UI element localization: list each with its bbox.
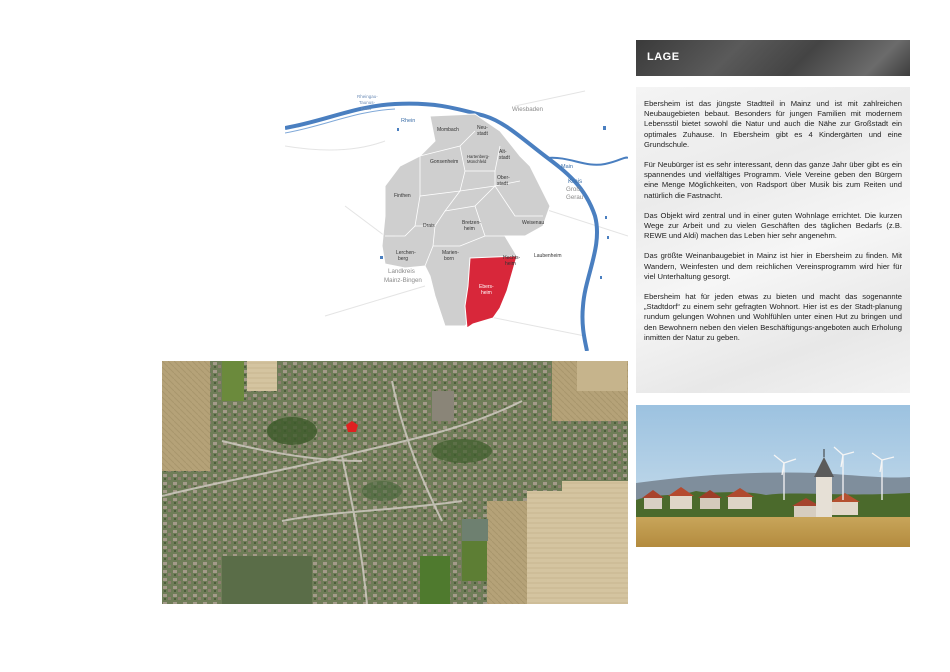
section-title: LAGE	[647, 51, 680, 63]
label-kreis-2: Groß-	[566, 186, 583, 193]
label-altstadt-1: Alt-	[499, 149, 507, 155]
description-panel	[636, 87, 910, 393]
label-hechtsheim-2: heim	[505, 261, 516, 267]
label-marienborn-2: born	[444, 256, 455, 262]
label-landkreis-1: Landkreis	[388, 268, 415, 275]
label-rheingau-2: Taunus-	[359, 100, 376, 105]
label-neustadt-2: stadt	[477, 131, 488, 137]
label-rhein: Rhein	[401, 118, 416, 124]
label-wiesbaden: Wiesbaden	[512, 106, 543, 113]
section-header	[636, 40, 910, 76]
label-finthen: Finthen	[394, 193, 411, 199]
district-map-svg	[285, 86, 628, 351]
label-gonsenheim: Gonsenheim	[430, 159, 459, 165]
village-photo	[636, 405, 910, 547]
label-main: Main	[561, 164, 573, 170]
label-landkreis-2: Mainz-Bingen	[384, 277, 422, 284]
paragraph-location: Das Objekt wird zentral und in einer guten Wohnlage errichtet. Die kurzen Wege zur Arbeit und zu vielen Geschäften des täglichen Bedarfs (z.B. REWE und Aldi) machen das Leben hier sehr angenehm.	[644, 210, 902, 241]
label-ebersheim-1: Ebers-	[479, 284, 494, 290]
label-marienborn-1: Marien-	[442, 250, 459, 256]
label-kreis-1: Kreis	[568, 178, 583, 185]
aerial-photo-svg	[162, 361, 628, 604]
paragraph-intro: Ebersheim ist das jüngste Stadtteil in Mainz und ist mit zahlreichen Neubaugebieten bebaut. Besonders für jungen Familien mit modernem Lebensstil bietet sowohl die Natur und auch die Nähe zur Großstadt ein optimales Zuhause. In Ebersheim gibt es 4 Kindergärten und eine Grundschule.	[644, 99, 902, 149]
paragraph-wine: Das größte Weinanbaugebiet in Mainz ist hier in Ebersheim zu finden. Mit Wandern, Weinfesten und dem reichlichen Vereinsprogramm wird hier für viel Unterhaltung gesorgt.	[644, 251, 902, 281]
label-mombach: Mombach	[437, 127, 459, 133]
label-rheingau-1: Rheingau-	[357, 94, 378, 99]
paragraph-program: Für Neubürger ist es sehr interessant, denn das ganze Jahr über gibt es ein spannendes und vielfältiges Programm. Viele Vereine geben den Bürgern eine Menge Möglichkeiten, von Radsport über Musik bis zum Reiten und natürlich die Fastnacht.	[644, 160, 902, 200]
label-oberstadt-2: stadt	[497, 181, 508, 187]
label-drais: Drais	[423, 223, 435, 229]
label-hartenberg-2: Münchfeld	[467, 159, 487, 164]
label-kreis-3: Gerau	[566, 194, 584, 201]
label-weisenau: Weisenau	[522, 220, 545, 226]
label-rheingau-3: Kreis	[361, 106, 372, 111]
label-lerchenberg-1: Lerchen-	[396, 250, 416, 256]
district-map	[285, 86, 628, 351]
label-oberstadt-1: Ober-	[497, 175, 510, 181]
label-hartenberg-1: Hartenberg-	[467, 154, 490, 159]
paragraph-stadtdorf: Ebersheim hat für jeden etwas zu bieten und macht das sogenannte „Stadtdorf“ zu einem sehr gefragten Wohnort. Hier ist es der Stadt-planung rundum gelungen Wohnen und Wohlfühlen unter einen Hut zu bringen und den Bewohnern neben den vielen Beschäftigungs-angeboten auch Erholung inmitten der Natur zu geben.	[644, 292, 902, 342]
label-laubenheim: Laubenheim	[534, 253, 562, 259]
label-altstadt-2: stadt	[499, 155, 510, 161]
label-neustadt-1: Neu-	[477, 125, 488, 131]
village-photo-svg	[636, 405, 910, 547]
label-bretzenheim-1: Bretzen-	[462, 220, 481, 226]
label-lerchenberg-2: berg	[398, 256, 409, 262]
label-ebersheim-2: heim	[481, 290, 492, 296]
label-bretzenheim-2: heim	[464, 226, 475, 232]
aerial-photo	[162, 361, 628, 604]
label-hechtsheim-1: Hechts-	[503, 255, 521, 261]
